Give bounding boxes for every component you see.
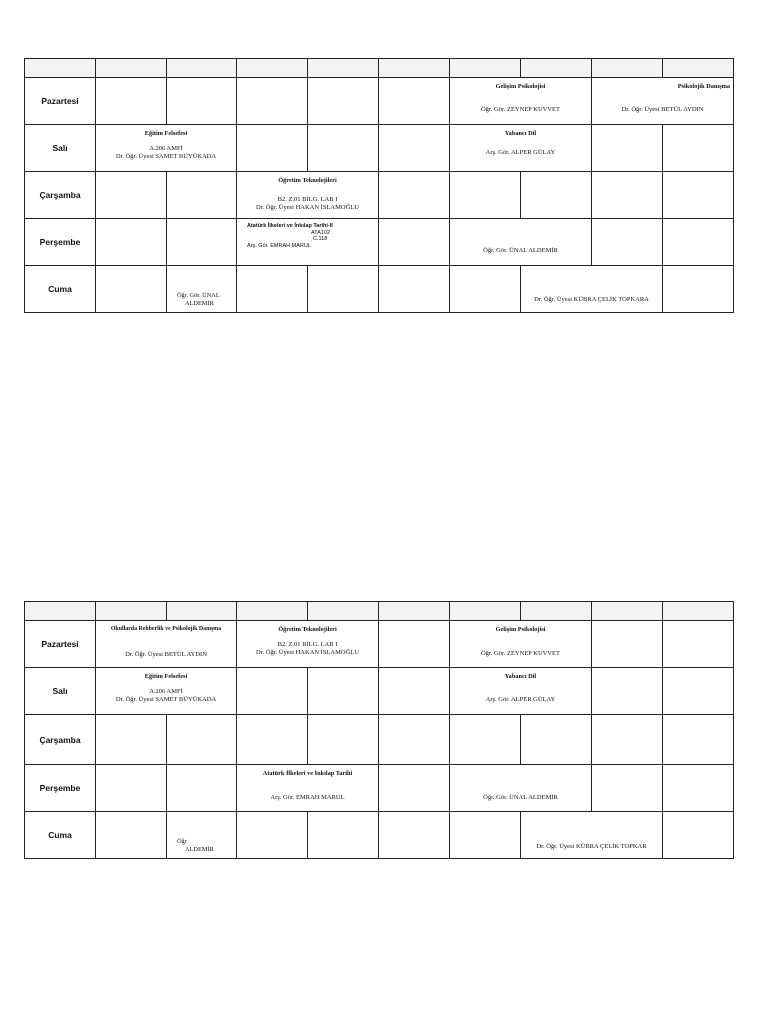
day-label: Çarşamba xyxy=(25,715,96,765)
course-cell xyxy=(96,668,237,715)
course-cell xyxy=(450,621,592,668)
course-instructor: Dr. Öğr. Üyesi KÜBRA ÇELİK TOPKAR xyxy=(536,843,647,850)
course-title: Atatürk İlkeleri ve İnkılap Tarihi-II xyxy=(247,223,333,229)
course-instructor: Öğr. Gör. ÜNAL ALDEMİR xyxy=(483,247,558,254)
course-title: Yabancı Dil xyxy=(504,673,537,680)
header-row xyxy=(25,602,734,621)
course-title: Öğretim Teknolojileri xyxy=(278,177,337,184)
course-instructor: Öğr. Gör. ÜNAL ALDEMİR xyxy=(483,794,558,801)
course-title: Atatürk İlkeleri ve İnkılap Tarihi xyxy=(262,770,353,777)
schedule-table-2 xyxy=(24,601,734,859)
course-instructor: Öğr. Gör. ÜNAL ALDEMİR xyxy=(177,292,220,307)
course-room: B2. Z.01 BİLG. LAB I xyxy=(277,641,338,648)
course-cell xyxy=(237,219,379,266)
course-room: C.118 xyxy=(313,236,328,242)
row-friday xyxy=(25,812,734,859)
course-room: B2. Z.01 BİLG. LAB I xyxy=(277,196,338,203)
header-row xyxy=(25,59,734,78)
row-wednesday xyxy=(25,172,734,219)
course-instructor: Öğr. Gör. ZEYNEP KUVVET xyxy=(480,650,560,657)
course-title: Eğitim Felsefesi xyxy=(144,673,188,680)
course-cell xyxy=(237,621,379,668)
row-thursday xyxy=(25,219,734,266)
course-cell xyxy=(237,172,379,219)
course-instructor: Arş. Gör. ALPER GÜLAY xyxy=(485,149,556,156)
row-friday xyxy=(25,266,734,313)
course-cell xyxy=(450,78,592,125)
course-instructor: Dr. Öğr. Üyesi HAKAN İSLAMOĞLU xyxy=(256,649,359,656)
course-cell xyxy=(450,668,592,715)
row-tuesday xyxy=(25,125,734,172)
course-instructor: Dr. Öğr. Üyesi KÜBRA ÇELİK TOPKARA xyxy=(534,296,649,303)
course-title: Psikolojik Danışma xyxy=(677,83,730,90)
course-title: Okullarda Rehberlik ve Psikolojik Danışma xyxy=(110,626,222,632)
day-label: Perşembe xyxy=(25,765,96,812)
row-monday xyxy=(25,78,734,125)
course-instructor: Öğr. Gör. ZEYNEP KUVVET xyxy=(480,106,560,113)
course-instructor: Dr. Öğr. Üyesi HAKAN İSLAMOĞLU xyxy=(256,204,359,211)
day-label: Çarşamba xyxy=(25,172,96,219)
course-instructor: Arş. Gör. EMRAH MARUL xyxy=(270,794,345,801)
row-tuesday xyxy=(25,668,734,715)
schedule-table-1 xyxy=(24,58,734,313)
course-instructor: Dr. Öğr. Üyesi SAMET BÜYÜKADA xyxy=(115,153,217,160)
course-title: Eğitim Felsefesi xyxy=(144,130,188,137)
course-cell xyxy=(521,266,663,313)
course-room: A.206 AMFİ xyxy=(149,145,183,152)
day-label: Pazartesi xyxy=(25,78,96,125)
course-cell xyxy=(450,765,592,812)
day-label: Cuma xyxy=(25,266,96,313)
course-cell xyxy=(96,621,237,668)
course-instructor: Dr. Öğr. Üyesi BETÜL AYDIN xyxy=(621,106,704,113)
course-cell xyxy=(167,812,237,859)
day-label: Salı xyxy=(25,125,96,172)
course-instructor: Dr. Öğr. Üyesi SAMET BÜYÜKADA xyxy=(115,696,217,703)
day-label: Salı xyxy=(25,668,96,715)
row-monday xyxy=(25,621,734,668)
day-label: Perşembe xyxy=(25,219,96,266)
course-code: ATA102 xyxy=(311,229,331,236)
course-cell xyxy=(96,125,237,172)
course-title: Gelişim Psikolojisi xyxy=(495,83,546,90)
course-instructor: Arş. Gör. ALPER GÜLAY xyxy=(485,696,556,703)
course-instructor: Dr. Öğr. Üyesi BETÜL AYDIN xyxy=(125,651,207,658)
course-title: Gelişim Psikolojisi xyxy=(495,626,546,633)
course-cell xyxy=(450,219,592,266)
course-cell xyxy=(237,765,379,812)
day-label: Cuma xyxy=(25,812,96,859)
day-label: Pazartesi xyxy=(25,621,96,668)
course-cell xyxy=(167,266,237,313)
course-cell xyxy=(450,125,592,172)
course-cell xyxy=(521,812,663,859)
course-room: A.206 AMFİ xyxy=(149,688,183,695)
course-title: Öğretim Teknolojileri xyxy=(278,626,337,633)
course-instructor: Arş. Gör. EMRAH MARUL xyxy=(247,242,311,249)
course-instructor: Öğr ALDEMİR xyxy=(177,838,214,853)
course-cell xyxy=(592,78,734,125)
row-wednesday xyxy=(25,715,734,765)
course-title: Yabancı Dil xyxy=(504,130,537,137)
row-thursday xyxy=(25,765,734,812)
